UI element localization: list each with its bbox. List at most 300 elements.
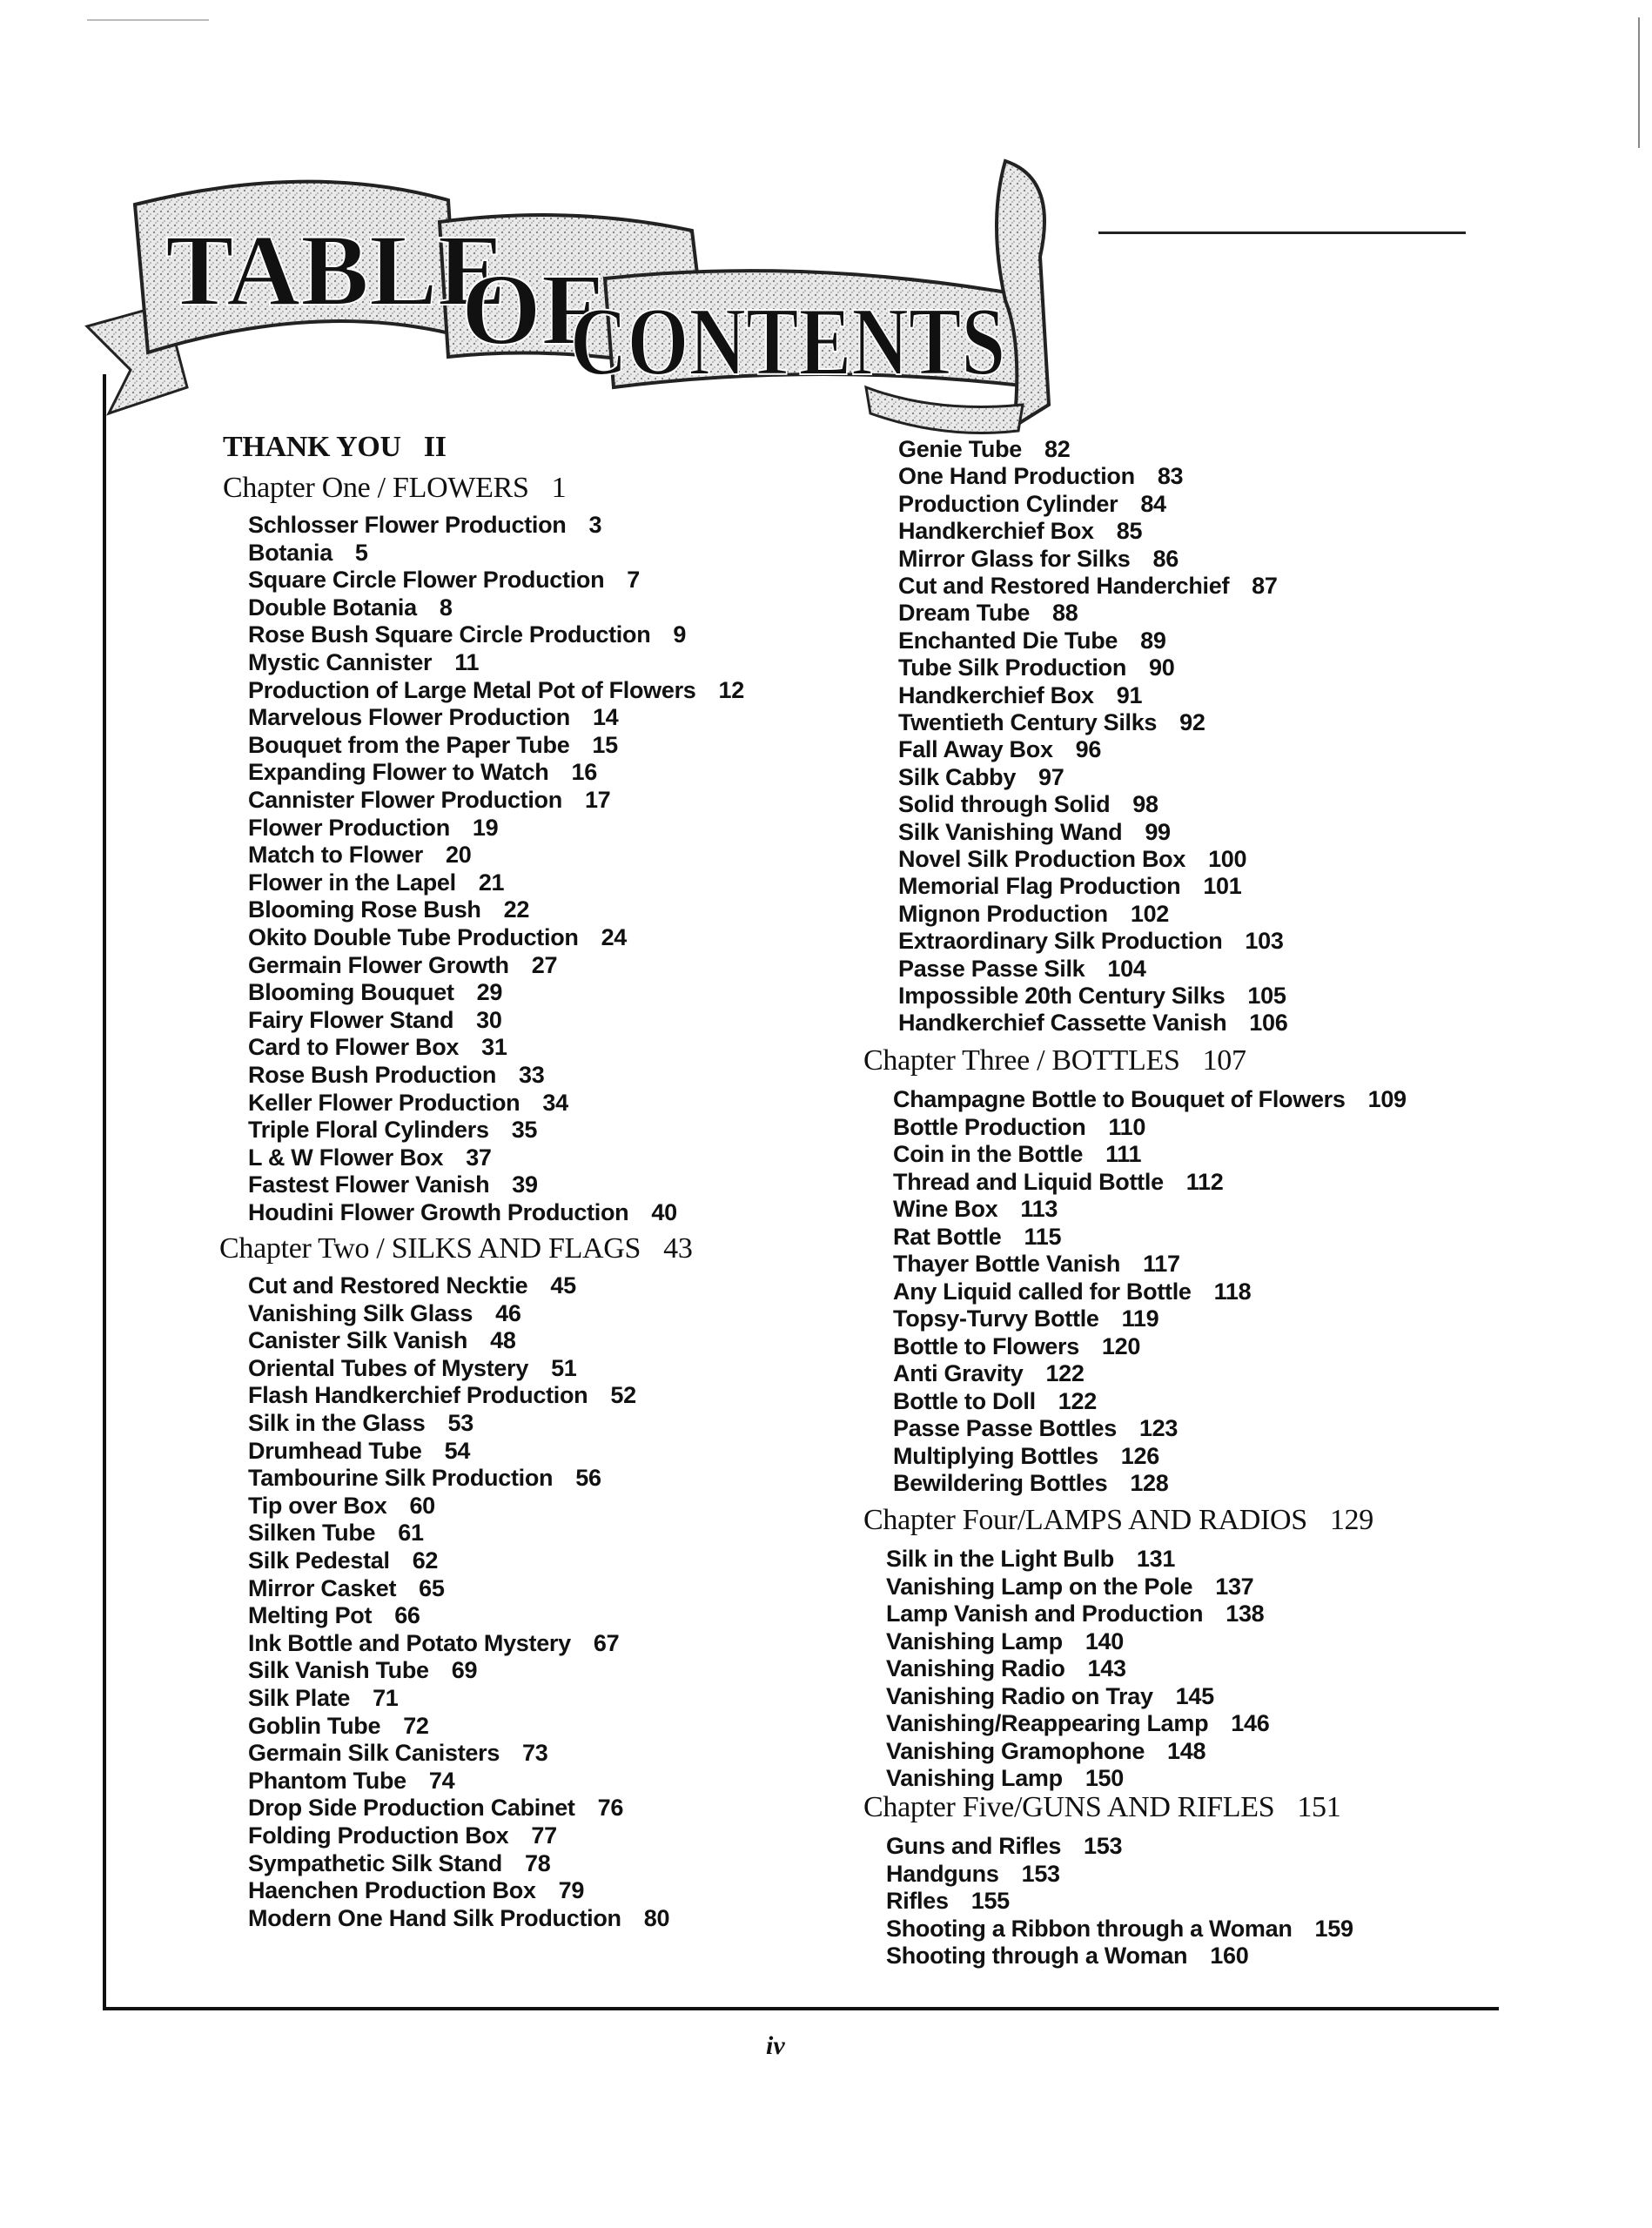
entry-title: Handkerchief Cassette Vanish xyxy=(898,1010,1227,1036)
entry-page-number: 22 xyxy=(503,896,530,923)
entry-page-number: 105 xyxy=(1247,983,1286,1009)
entry-page-number: 128 xyxy=(1130,1470,1169,1496)
entry-title: Vanishing Lamp xyxy=(886,1765,1063,1791)
entry-title: Coin in the Bottle xyxy=(893,1141,1084,1167)
entry-title: Phantom Tube xyxy=(248,1768,406,1794)
entry-page-number: 92 xyxy=(1179,709,1205,735)
entry-page-number: 113 xyxy=(1020,1196,1058,1222)
toc-entry xyxy=(248,621,686,648)
entry-title: Tube Silk Production xyxy=(898,654,1127,681)
entry-page-number: 29 xyxy=(476,979,503,1005)
entry-page-number: 86 xyxy=(1152,546,1179,572)
entry-title: Tip over Box xyxy=(248,1493,387,1519)
entry-title: Vanishing Gramophone xyxy=(886,1738,1145,1764)
entry-title: Canister Silk Vanish xyxy=(248,1327,468,1353)
entry-title: Rifles xyxy=(886,1888,949,1914)
entry-title: Multiplying Bottles xyxy=(893,1443,1098,1469)
toc-entry xyxy=(893,1224,1061,1251)
entry-title: Chapter One / FLOWERS xyxy=(223,472,529,504)
toc-entry xyxy=(886,1683,1214,1710)
entry-title: Silk Vanishing Wand xyxy=(898,819,1123,845)
entry-title: Silk in the Light Bulb xyxy=(886,1546,1114,1572)
entry-title: Silken Tube xyxy=(248,1520,376,1546)
toc-entry xyxy=(248,1272,576,1299)
toc-entry xyxy=(248,1822,557,1849)
toc-entry xyxy=(886,1765,1124,1792)
toc-entry xyxy=(248,1062,544,1089)
page-folio: iv xyxy=(766,2031,785,2060)
entry-page-number: 109 xyxy=(1367,1086,1407,1112)
banner-word-of: OF xyxy=(461,252,604,366)
toc-entry xyxy=(248,704,618,731)
entry-title: THANK YOU xyxy=(223,431,401,463)
entry-title: Vanishing Lamp on the Pole xyxy=(886,1574,1193,1600)
entry-page-number: 90 xyxy=(1149,654,1175,681)
toc-entry xyxy=(886,1546,1175,1573)
toc-entry xyxy=(898,709,1205,736)
entry-title: Cannister Flower Production xyxy=(248,787,562,813)
entry-title: Triple Floral Cylinders xyxy=(248,1117,489,1143)
entry-page-number: 89 xyxy=(1140,627,1166,654)
entry-page-number: 110 xyxy=(1108,1114,1146,1140)
entry-page-number: 39 xyxy=(512,1171,538,1198)
entry-title: Twentieth Century Silks xyxy=(898,709,1158,735)
entry-title: Keller Flower Production xyxy=(248,1090,520,1116)
toc-entry xyxy=(886,1833,1122,1860)
toc-entry xyxy=(248,1465,601,1492)
toc-entry xyxy=(898,463,1183,490)
toc-entry xyxy=(886,1943,1248,1970)
entry-page-number: 73 xyxy=(522,1740,548,1766)
entry-title: Ink Bottle and Potato Mystery xyxy=(248,1630,571,1656)
toc-entry xyxy=(898,736,1101,763)
entry-title: Silk Plate xyxy=(248,1685,351,1711)
entry-page-number: 87 xyxy=(1252,573,1278,599)
entry-title: Blooming Bouquet xyxy=(248,979,454,1005)
toc-entry xyxy=(898,436,1070,463)
entry-title: Drumhead Tube xyxy=(248,1438,422,1464)
entry-title: Genie Tube xyxy=(898,436,1023,462)
entry-page-number: 19 xyxy=(472,815,499,841)
toc-entry xyxy=(898,956,1146,983)
entry-title: Production of Large Metal Pot of Flowers xyxy=(248,677,696,703)
entry-page-number: 20 xyxy=(446,842,472,868)
entry-page-number: 112 xyxy=(1185,1169,1224,1195)
entry-page-number: 61 xyxy=(398,1520,424,1546)
entry-title: Botania xyxy=(248,540,332,566)
toc-entry xyxy=(893,1169,1223,1196)
entry-page-number: 16 xyxy=(571,759,597,785)
toc-entry xyxy=(886,1655,1126,1682)
entry-title: Fairy Flower Stand xyxy=(248,1007,454,1033)
entry-page-number: 80 xyxy=(643,1905,670,1931)
toc-entry xyxy=(898,791,1158,818)
toc-entry xyxy=(248,952,557,979)
entry-page-number: 84 xyxy=(1140,491,1166,517)
entry-title: Okito Double Tube Production xyxy=(248,924,579,950)
entry-title: Dream Tube xyxy=(898,600,1031,626)
entry-page-number: 151 xyxy=(1297,1791,1341,1823)
entry-page-number: 111 xyxy=(1105,1141,1142,1167)
entry-title: Shooting through a Woman xyxy=(886,1943,1188,1969)
entry-title: Shooting a Ribbon through a Woman xyxy=(886,1916,1293,1942)
entry-title: Rose Bush Production xyxy=(248,1062,497,1088)
entry-page-number: 3 xyxy=(588,512,602,538)
entry-page-number: 74 xyxy=(428,1768,455,1794)
toc-entry xyxy=(898,873,1241,900)
toc-entry xyxy=(893,1196,1058,1223)
toc-entry xyxy=(886,1861,1060,1888)
entry-title: Passe Passe Silk xyxy=(898,956,1085,982)
toc-entry xyxy=(898,573,1278,600)
entry-page-number: 107 xyxy=(1202,1044,1246,1077)
entry-page-number: 30 xyxy=(476,1007,502,1033)
entry-title: Modern One Hand Silk Production xyxy=(248,1905,621,1931)
entry-page-number: 120 xyxy=(1101,1333,1141,1359)
entry-page-number: 31 xyxy=(481,1034,507,1060)
page-edge-mark xyxy=(1638,17,1640,148)
toc-entry xyxy=(898,983,1286,1010)
entry-title: Chapter Four/LAMPS AND RADIOS xyxy=(863,1504,1307,1536)
entry-page-number: 96 xyxy=(1075,736,1102,762)
entry-page-number: 137 xyxy=(1215,1574,1254,1600)
entry-title: Vanishing Radio xyxy=(886,1655,1065,1681)
entry-title: Germain Silk Canisters xyxy=(248,1740,500,1766)
entry-page-number: 17 xyxy=(584,787,611,813)
toc-entry xyxy=(886,1628,1124,1655)
entry-title: Match to Flower xyxy=(248,842,424,868)
entry-page-number: 24 xyxy=(601,924,628,950)
entry-page-number: 131 xyxy=(1136,1546,1176,1572)
entry-page-number: 103 xyxy=(1245,928,1284,954)
entry-title: Chapter Three / BOTTLES xyxy=(863,1044,1180,1077)
entry-page-number: 143 xyxy=(1087,1655,1126,1681)
entry-page-number: 104 xyxy=(1107,956,1146,982)
toc-entry xyxy=(248,1117,537,1144)
entry-page-number: 45 xyxy=(550,1272,576,1299)
toc-entry xyxy=(893,1086,1407,1113)
toc-entry xyxy=(898,1010,1287,1037)
entry-title: Impossible 20th Century Silks xyxy=(898,983,1226,1009)
toc-entry xyxy=(248,1630,619,1657)
toc-entry xyxy=(248,896,529,923)
entry-title: Champagne Bottle to Bouquet of Flowers xyxy=(893,1086,1346,1112)
entry-title: Silk Vanish Tube xyxy=(248,1657,429,1683)
entry-page-number: 77 xyxy=(531,1822,557,1849)
entry-title: Tambourine Silk Production xyxy=(248,1465,554,1491)
toc-entry xyxy=(893,1114,1145,1141)
entry-title: Cut and Restored Handerchief xyxy=(898,573,1230,599)
entry-title: Mystic Cannister xyxy=(248,649,433,675)
entry-page-number: 33 xyxy=(519,1062,545,1088)
toc-entry xyxy=(248,1602,420,1629)
thanks-heading xyxy=(223,431,447,464)
toc-entry xyxy=(886,1888,1010,1915)
entry-page-number: 66 xyxy=(394,1602,420,1628)
entry-title: Handkerchief Box xyxy=(898,682,1094,708)
entry-page-number: 40 xyxy=(651,1199,677,1225)
entry-title: Any Liquid called for Bottle xyxy=(893,1278,1192,1305)
entry-page-number: 83 xyxy=(1157,463,1184,489)
toc-entry xyxy=(248,1327,516,1354)
entry-page-number: 98 xyxy=(1132,791,1158,817)
entry-title: Anti Gravity xyxy=(893,1360,1024,1386)
chapter-heading xyxy=(863,1791,1340,1824)
entry-page-number: 160 xyxy=(1210,1943,1249,1969)
entry-page-number: 82 xyxy=(1044,436,1071,462)
entry-title: One Hand Production xyxy=(898,463,1135,489)
toc-entry xyxy=(898,819,1171,846)
entry-page-number: 146 xyxy=(1231,1710,1270,1736)
toc-entry xyxy=(898,627,1166,654)
entry-page-number: 15 xyxy=(592,732,618,758)
toc-entry xyxy=(248,1090,568,1117)
entry-page-number: 88 xyxy=(1052,600,1078,626)
entry-title: Thayer Bottle Vanish xyxy=(893,1251,1121,1277)
entry-page-number: 14 xyxy=(592,704,619,730)
entry-title: Silk Cabby xyxy=(898,764,1017,790)
toc-entry xyxy=(248,1144,492,1171)
entry-page-number: 35 xyxy=(511,1117,538,1143)
toc-entry xyxy=(248,924,627,951)
entry-page-number: 69 xyxy=(451,1657,478,1683)
toc-entry xyxy=(248,1493,435,1520)
entry-title: Vanishing/Reappearing Lamp xyxy=(886,1710,1209,1736)
toc-entry xyxy=(248,649,479,676)
toc-entry xyxy=(898,901,1169,928)
entry-title: Rat Bottle xyxy=(893,1224,1002,1250)
toc-entry xyxy=(248,1034,507,1061)
toc-entry xyxy=(893,1333,1140,1360)
entry-title: Thread and Liquid Bottle xyxy=(893,1169,1164,1195)
toc-entry xyxy=(898,518,1142,545)
entry-title: Handkerchief Box xyxy=(898,518,1094,544)
entry-page-number: 37 xyxy=(466,1144,492,1171)
entry-title: Fall Away Box xyxy=(898,736,1053,762)
entry-title: Drop Side Production Cabinet xyxy=(248,1795,575,1821)
entry-page-number: 52 xyxy=(610,1382,636,1408)
toc-entry xyxy=(898,546,1179,573)
toc-entry xyxy=(248,1382,636,1409)
toc-entry xyxy=(898,846,1246,873)
table-of-contents-banner xyxy=(83,126,1101,466)
entry-page-number: 72 xyxy=(403,1713,429,1739)
entry-title: Flash Handkerchief Production xyxy=(248,1382,588,1408)
top-rule xyxy=(87,19,209,21)
toc-entry xyxy=(248,1575,445,1602)
entry-title: Chapter Two / SILKS AND FLAGS xyxy=(219,1232,641,1265)
toc-entry xyxy=(248,1355,577,1382)
entry-title: Passe Passe Bottles xyxy=(893,1415,1117,1441)
entry-title: Flower Production xyxy=(248,815,450,841)
toc-entry xyxy=(248,1713,429,1740)
entry-page-number: 71 xyxy=(373,1685,399,1711)
toc-entry xyxy=(886,1710,1269,1737)
entry-page-number: 60 xyxy=(409,1493,435,1519)
entry-page-number: 51 xyxy=(551,1355,577,1381)
toc-entry xyxy=(886,1574,1253,1601)
entry-title: Mirror Casket xyxy=(248,1575,397,1601)
toc-entry xyxy=(248,787,610,814)
entry-page-number: 123 xyxy=(1138,1415,1179,1441)
entry-title: Lamp Vanish and Production xyxy=(886,1601,1204,1627)
entry-page-number: 115 xyxy=(1024,1224,1062,1250)
entry-page-number: 159 xyxy=(1314,1916,1353,1942)
entry-page-number: 148 xyxy=(1167,1738,1206,1764)
toc-entry xyxy=(248,1547,438,1574)
entry-title: Silk in the Glass xyxy=(248,1410,426,1436)
entry-page-number: 117 xyxy=(1143,1251,1180,1277)
entry-page-number: 65 xyxy=(419,1575,445,1601)
toc-entry xyxy=(248,1300,521,1327)
entry-page-number: 153 xyxy=(1084,1833,1123,1859)
toc-entry xyxy=(898,600,1078,627)
entry-page-number: 99 xyxy=(1145,819,1171,845)
chapter-heading xyxy=(863,1504,1373,1537)
entry-title: Topsy-Turvy Bottle xyxy=(893,1305,1099,1332)
entry-title: Bottle to Doll xyxy=(893,1388,1036,1414)
entry-page-number: 1 xyxy=(551,472,567,504)
frame-bottom-border xyxy=(103,2007,1499,2010)
entry-page-number: 12 xyxy=(718,677,744,703)
entry-title: Goblin Tube xyxy=(248,1713,381,1739)
entry-title: Vanishing Silk Glass xyxy=(248,1300,473,1326)
toc-entry xyxy=(898,928,1284,955)
entry-page-number: 8 xyxy=(439,594,453,621)
entry-title: Solid through Solid xyxy=(898,791,1111,817)
toc-entry xyxy=(248,1657,477,1684)
entry-page-number: 101 xyxy=(1203,873,1242,899)
toc-entry xyxy=(248,1850,550,1877)
entry-title: Production Cylinder xyxy=(898,491,1118,517)
entry-title: Handguns xyxy=(886,1861,999,1887)
entry-page-number: 85 xyxy=(1116,518,1143,544)
entry-page-number: 119 xyxy=(1121,1305,1159,1332)
entry-title: Vanishing Lamp xyxy=(886,1628,1063,1654)
entry-title: Rose Bush Square Circle Production xyxy=(248,621,651,648)
toc-entry xyxy=(893,1415,1178,1442)
entry-title: Melting Pot xyxy=(248,1602,373,1628)
entry-page-number: 5 xyxy=(354,540,368,566)
entry-page-number: 21 xyxy=(478,869,505,896)
toc-entry xyxy=(248,979,502,1006)
entry-title: Mignon Production xyxy=(898,901,1108,927)
entry-page-number: 43 xyxy=(663,1232,693,1265)
entry-page-number: 140 xyxy=(1085,1628,1124,1654)
entry-title: Chapter Five/GUNS AND RIFLES xyxy=(863,1791,1275,1823)
entry-title: Double Botania xyxy=(248,594,417,621)
entry-page-number: 106 xyxy=(1249,1010,1288,1036)
entry-page-number: 155 xyxy=(970,1888,1010,1914)
entry-title: Square Circle Flower Production xyxy=(248,567,605,593)
entry-title: Blooming Rose Bush xyxy=(248,896,481,923)
toc-entry xyxy=(898,654,1174,681)
entry-page-number: 34 xyxy=(542,1090,568,1116)
entry-title: Card to Flower Box xyxy=(248,1034,460,1060)
toc-entry xyxy=(893,1251,1180,1278)
entry-title: Bewildering Bottles xyxy=(893,1470,1108,1496)
toc-entry xyxy=(248,512,601,539)
toc-entry xyxy=(248,1740,547,1767)
entry-title: Wine Box xyxy=(893,1196,998,1222)
toc-entry xyxy=(893,1443,1159,1470)
toc-entry xyxy=(248,1438,470,1465)
toc-entry xyxy=(893,1305,1158,1332)
toc-entry xyxy=(893,1388,1097,1415)
entry-title: Germain Flower Growth xyxy=(248,952,509,978)
toc-entry xyxy=(248,1007,502,1034)
entry-page-number: 138 xyxy=(1226,1601,1265,1627)
entry-page-number: 153 xyxy=(1021,1861,1060,1887)
entry-title: Flower in the Lapel xyxy=(248,869,456,896)
banner-word-contents: CONTENTS xyxy=(570,288,1005,396)
toc-entry xyxy=(248,1685,399,1712)
toc-entry xyxy=(248,594,453,621)
entry-title: Fastest Flower Vanish xyxy=(248,1171,490,1198)
entry-title: Bottle to Flowers xyxy=(893,1333,1079,1359)
entry-title: Memorial Flag Production xyxy=(898,873,1181,899)
toc-entry xyxy=(248,567,640,594)
entry-page-number: 102 xyxy=(1130,901,1170,927)
entry-title: Cut and Restored Necktie xyxy=(248,1272,528,1299)
entry-page-number: II xyxy=(423,431,447,463)
toc-entry xyxy=(248,1877,584,1904)
toc-entry xyxy=(893,1278,1251,1305)
entry-title: Mirror Glass for Silks xyxy=(898,546,1131,572)
entry-title: Bouquet from the Paper Tube xyxy=(248,732,570,758)
toc-entry xyxy=(248,1520,424,1547)
entry-title: Sympathetic Silk Stand xyxy=(248,1850,502,1876)
entry-title: Expanding Flower to Watch xyxy=(248,759,549,785)
entry-page-number: 67 xyxy=(593,1630,620,1656)
toc-entry xyxy=(898,491,1166,518)
entry-title: Haenchen Production Box xyxy=(248,1877,536,1903)
toc-entry xyxy=(248,540,368,567)
entry-page-number: 126 xyxy=(1120,1443,1159,1469)
entry-page-number: 91 xyxy=(1116,682,1143,708)
entry-page-number: 27 xyxy=(531,952,558,978)
entry-page-number: 54 xyxy=(444,1438,471,1464)
toc-entry xyxy=(893,1141,1141,1168)
chapter-heading xyxy=(219,1232,693,1265)
entry-page-number: 78 xyxy=(524,1850,551,1876)
entry-page-number: 9 xyxy=(673,621,687,648)
toc-entry xyxy=(248,1768,454,1795)
entry-title: L & W Flower Box xyxy=(248,1144,444,1171)
entry-title: Guns and Rifles xyxy=(886,1833,1062,1859)
toc-entry xyxy=(893,1360,1085,1387)
toc-entry xyxy=(886,1601,1264,1627)
toc-entry xyxy=(248,842,471,869)
toc-entry xyxy=(248,677,744,704)
chapter-heading xyxy=(863,1044,1246,1077)
toc-entry xyxy=(886,1916,1353,1943)
entry-page-number: 53 xyxy=(447,1410,473,1436)
entry-page-number: 129 xyxy=(1329,1504,1373,1536)
banner-rule xyxy=(1098,232,1466,234)
entry-page-number: 7 xyxy=(627,567,640,593)
entry-page-number: 122 xyxy=(1058,1388,1097,1414)
frame-left-border xyxy=(103,374,106,2010)
entry-page-number: 62 xyxy=(412,1547,439,1574)
toc-entry xyxy=(898,682,1142,709)
entry-page-number: 150 xyxy=(1085,1765,1124,1791)
toc-entry xyxy=(248,1410,473,1437)
banner-word-table: TABLE xyxy=(165,213,507,327)
entry-title: Extraordinary Silk Production xyxy=(898,928,1223,954)
entry-title: Bottle Production xyxy=(893,1114,1086,1140)
toc-entry xyxy=(248,1905,669,1932)
